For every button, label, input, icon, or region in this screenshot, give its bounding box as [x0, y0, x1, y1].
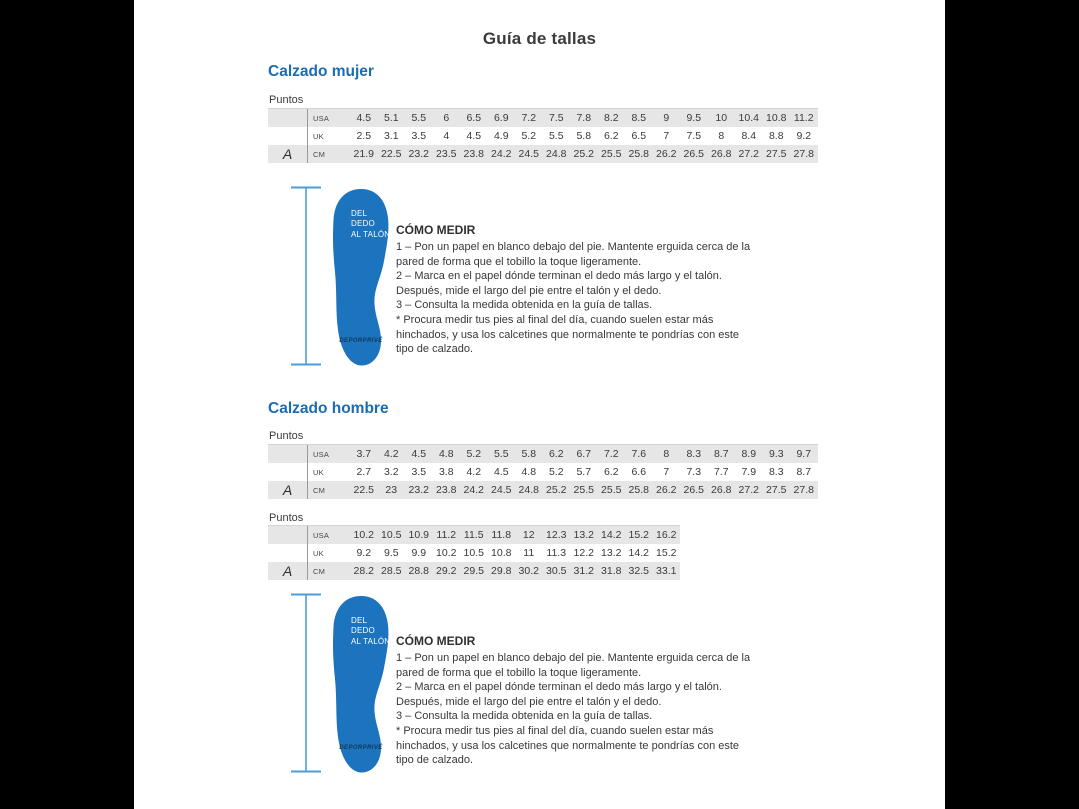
unit-label: CM: [313, 566, 326, 576]
size-value: 4.2: [466, 466, 482, 478]
size-value: 8: [718, 130, 725, 142]
size-value: 23.2: [408, 148, 429, 160]
table-row: [268, 127, 818, 145]
table-row: [268, 526, 680, 544]
toe-to-heel-label: DEL DEDO AL TALÓN: [351, 209, 391, 239]
size-value: 10.4: [738, 112, 759, 124]
size-value: 7.5: [686, 130, 702, 142]
size-value: 6.5: [631, 130, 647, 142]
size-value: 11.3: [546, 547, 567, 559]
size-value: 8.4: [741, 130, 757, 142]
size-value: 6.2: [603, 466, 619, 478]
size-value: 27.8: [793, 148, 814, 160]
size-value: 27.2: [738, 148, 759, 160]
table-row: [268, 109, 818, 127]
size-value: 25.8: [628, 148, 649, 160]
size-value: 22.5: [381, 148, 402, 160]
size-value: 30.5: [546, 565, 567, 577]
size-value: 3.5: [411, 130, 427, 142]
size-value: 6.5: [466, 112, 482, 124]
row-letter-cell: [268, 526, 308, 544]
size-value: 24.5: [518, 148, 539, 160]
size-value: 5.1: [383, 112, 399, 124]
how-to-step-3: 3 – Consulta la medida obtenida en la guía de tallas.: [396, 710, 653, 723]
size-value: 4: [443, 130, 450, 142]
how-to-step-3: 3 – Consulta la medida obtenida en la guía de tallas.: [396, 299, 653, 312]
size-value: 27.2: [738, 484, 759, 496]
size-value: 9: [663, 112, 670, 124]
size-value: 23.8: [463, 148, 484, 160]
size-value: 26.8: [711, 148, 732, 160]
table-row: [268, 562, 680, 580]
size-value: 13.2: [601, 547, 622, 559]
size-value: 12.2: [573, 547, 594, 559]
size-value: 8.2: [603, 112, 619, 124]
row-letter-cell: A: [268, 145, 308, 163]
size-value: 10.8: [491, 547, 512, 559]
size-value: 25.2: [573, 148, 594, 160]
size-value: 6.6: [631, 466, 647, 478]
size-value: 4.2: [383, 448, 399, 460]
size-value: 8.3: [768, 466, 784, 478]
size-value: 30.2: [518, 565, 539, 577]
footprint-illustration: [330, 188, 392, 366]
size-value: 26.5: [683, 484, 704, 496]
table-row: [268, 463, 818, 481]
size-table-women: [268, 108, 818, 163]
size-value: 6.7: [576, 448, 592, 460]
size-guide-page: [134, 0, 945, 809]
size-value: 10.5: [463, 547, 484, 559]
size-table-men-2: [268, 525, 680, 580]
size-value: 3.2: [383, 466, 399, 478]
size-value: 13.2: [573, 529, 594, 541]
size-value: 8.3: [686, 448, 702, 460]
size-value: 10.2: [436, 547, 457, 559]
size-value: 25.2: [546, 484, 567, 496]
points-label: Puntos: [269, 94, 304, 106]
size-value: 23.5: [436, 148, 457, 160]
row-letter-cell: A: [268, 481, 308, 499]
size-value: 12.3: [546, 529, 567, 541]
size-table-men-1: [268, 444, 818, 499]
how-to-measure-block: [396, 223, 752, 357]
size-value: 24.8: [546, 148, 567, 160]
size-value: 9.3: [768, 448, 784, 460]
row-letter-cell: [268, 544, 308, 562]
size-value: 23: [385, 484, 398, 496]
size-value: 14.2: [601, 529, 622, 541]
foot-length-ruler: [288, 186, 324, 366]
size-value: 10.8: [766, 112, 787, 124]
size-value: 25.5: [573, 484, 594, 496]
unit-label: USA: [313, 530, 330, 540]
ruler-lines-icon: [288, 186, 324, 366]
size-value: 5.2: [466, 448, 482, 460]
size-value: 22.5: [353, 484, 374, 496]
points-label: Puntos: [269, 430, 304, 442]
size-value: 26.5: [683, 148, 704, 160]
brand-logo: DEPORPRIVÉ: [339, 338, 383, 344]
size-value: 7.7: [713, 466, 729, 478]
size-value: 15.2: [656, 547, 677, 559]
section-heading-women: Calzado mujer: [268, 63, 374, 80]
ruler-lines-icon: [288, 593, 324, 773]
size-value: 10: [715, 112, 728, 124]
size-value: 26.2: [656, 484, 677, 496]
size-value: 10.2: [353, 529, 374, 541]
size-value: 9.5: [686, 112, 702, 124]
size-value: 4.5: [411, 448, 427, 460]
size-value: 33.1: [656, 565, 677, 577]
size-value: 8: [663, 448, 670, 460]
size-value: 27.5: [766, 148, 787, 160]
size-value: 5.5: [548, 130, 564, 142]
size-value: 27.5: [766, 484, 787, 496]
size-value: 11.8: [491, 529, 512, 541]
footprint-illustration: [330, 595, 392, 773]
size-value: 24.2: [491, 148, 512, 160]
size-value: 4.8: [438, 448, 454, 460]
size-value: 2.5: [356, 130, 372, 142]
size-value: 26.2: [656, 148, 677, 160]
unit-label: CM: [313, 485, 326, 495]
size-value: 16.2: [656, 529, 677, 541]
table-row: [268, 145, 818, 163]
foot-length-ruler: [288, 593, 324, 773]
table-row: [268, 544, 680, 562]
size-value: 12: [522, 529, 535, 541]
size-value: 4.5: [466, 130, 482, 142]
size-value: 5.8: [521, 448, 537, 460]
size-value: 8.7: [796, 466, 812, 478]
unit-label: USA: [313, 449, 330, 459]
size-value: 8.7: [713, 448, 729, 460]
size-value: 25.5: [601, 484, 622, 496]
size-value: 5.2: [521, 130, 537, 142]
size-value: 25.5: [601, 148, 622, 160]
how-to-step-1: 1 – Pon un papel en blanco debajo del pie. Mantente erguida cerca de la pared de forma que el tobillo la toque ligeramente.: [396, 241, 751, 268]
size-value: 28.2: [353, 565, 374, 577]
size-value: 31.8: [601, 565, 622, 577]
unit-label: CM: [313, 149, 326, 159]
unit-label: UK: [313, 467, 324, 477]
size-value: 11: [523, 547, 535, 559]
size-value: 7.8: [576, 112, 592, 124]
size-value: 11.2: [436, 529, 457, 541]
how-to-step-2: 2 – Marca en el papel dónde terminan el dedo más largo y el talón. Después, mide el largo del pie entre el talón y el dedo.: [396, 270, 722, 297]
row-letter-cell: [268, 127, 308, 145]
table-row: [268, 481, 818, 499]
row-letter-cell: [268, 109, 308, 127]
size-value: 7.2: [521, 112, 537, 124]
how-to-measure-block: [396, 634, 752, 768]
size-value: 25.8: [628, 484, 649, 496]
how-to-step-1: 1 – Pon un papel en blanco debajo del pie. Mantente erguida cerca de la pared de forma que el tobillo la toque ligeramente.: [396, 652, 751, 679]
size-value: 10.9: [408, 529, 429, 541]
size-value: 3.8: [438, 466, 454, 478]
size-value: 4.8: [521, 466, 537, 478]
unit-label: UK: [313, 131, 324, 141]
size-value: 29.5: [463, 565, 484, 577]
size-value: 23.8: [436, 484, 457, 496]
size-value: 3.7: [356, 448, 372, 460]
size-value: 7.2: [603, 448, 619, 460]
size-value: 10.5: [381, 529, 402, 541]
toe-to-heel-label: DEL DEDO AL TALÓN: [351, 616, 391, 646]
size-value: 5.5: [493, 448, 509, 460]
size-value: 7: [663, 466, 670, 478]
size-value: 11.2: [793, 112, 814, 124]
size-value: 27.8: [793, 484, 814, 496]
size-value: 15.2: [628, 529, 649, 541]
how-to-note: * Procura medir tus pies al final del día, cuando suelen estar más hinchados, y usa los calcetines que normalmente te pondrías con este tipo de calzado.: [396, 313, 740, 356]
row-letter-cell: [268, 445, 308, 463]
size-value: 6.9: [493, 112, 509, 124]
size-value: 7.3: [686, 466, 702, 478]
size-value: 3.1: [383, 130, 399, 142]
size-value: 6.2: [548, 448, 564, 460]
size-value: 14.2: [628, 547, 649, 559]
size-value: 6.2: [603, 130, 619, 142]
how-to-step-2: 2 – Marca en el papel dónde terminan el dedo más largo y el talón. Después, mide el largo del pie entre el talón y el dedo.: [396, 681, 722, 708]
size-value: 21.9: [353, 148, 374, 160]
size-value: 24.8: [518, 484, 539, 496]
how-to-measure-title: CÓMO MEDIR: [396, 634, 476, 648]
size-value: 8.5: [631, 112, 647, 124]
size-value: 4.5: [356, 112, 372, 124]
size-value: 8.9: [741, 448, 757, 460]
size-value: 29.2: [436, 565, 457, 577]
size-value: 7.5: [548, 112, 564, 124]
size-value: 5.7: [576, 466, 592, 478]
unit-label: UK: [313, 548, 324, 558]
row-letter-cell: A: [268, 562, 308, 580]
size-value: 28.8: [408, 565, 429, 577]
size-value: 29.8: [491, 565, 512, 577]
size-value: 26.8: [711, 484, 732, 496]
size-value: 11.5: [463, 529, 484, 541]
unit-label: USA: [313, 113, 330, 123]
how-to-measure-title: CÓMO MEDIR: [396, 223, 476, 237]
size-value: 7.6: [631, 448, 647, 460]
table-row: [268, 445, 818, 463]
size-value: 6: [443, 112, 450, 124]
row-letter-cell: [268, 463, 308, 481]
points-label: Puntos: [269, 512, 304, 524]
section-heading-men: Calzado hombre: [268, 400, 389, 417]
brand-logo: DEPORPRIVÉ: [339, 745, 383, 751]
size-value: 28.5: [381, 565, 402, 577]
size-value: 4.5: [493, 466, 509, 478]
size-value: 9.9: [411, 547, 427, 559]
size-value: 7.9: [741, 466, 757, 478]
size-value: 4.9: [493, 130, 509, 142]
size-value: 24.2: [463, 484, 484, 496]
size-value: 2.7: [356, 466, 372, 478]
size-value: 3.5: [411, 466, 427, 478]
size-value: 8.8: [768, 130, 784, 142]
page-title: Guía de tallas: [482, 29, 597, 48]
size-value: 9.2: [356, 547, 372, 559]
size-value: 24.5: [491, 484, 512, 496]
size-value: 9.2: [796, 130, 812, 142]
size-value: 5.2: [548, 466, 564, 478]
size-value: 5.8: [576, 130, 592, 142]
size-value: 32.5: [628, 565, 649, 577]
size-value: 23.2: [408, 484, 429, 496]
size-value: 31.2: [573, 565, 594, 577]
size-value: 5.5: [411, 112, 427, 124]
how-to-note: * Procura medir tus pies al final del día, cuando suelen estar más hinchados, y usa los calcetines que normalmente te pondrías con este tipo de calzado.: [396, 724, 740, 767]
size-value: 9.5: [383, 547, 399, 559]
size-value: 9.7: [796, 448, 812, 460]
size-value: 7: [663, 130, 670, 142]
